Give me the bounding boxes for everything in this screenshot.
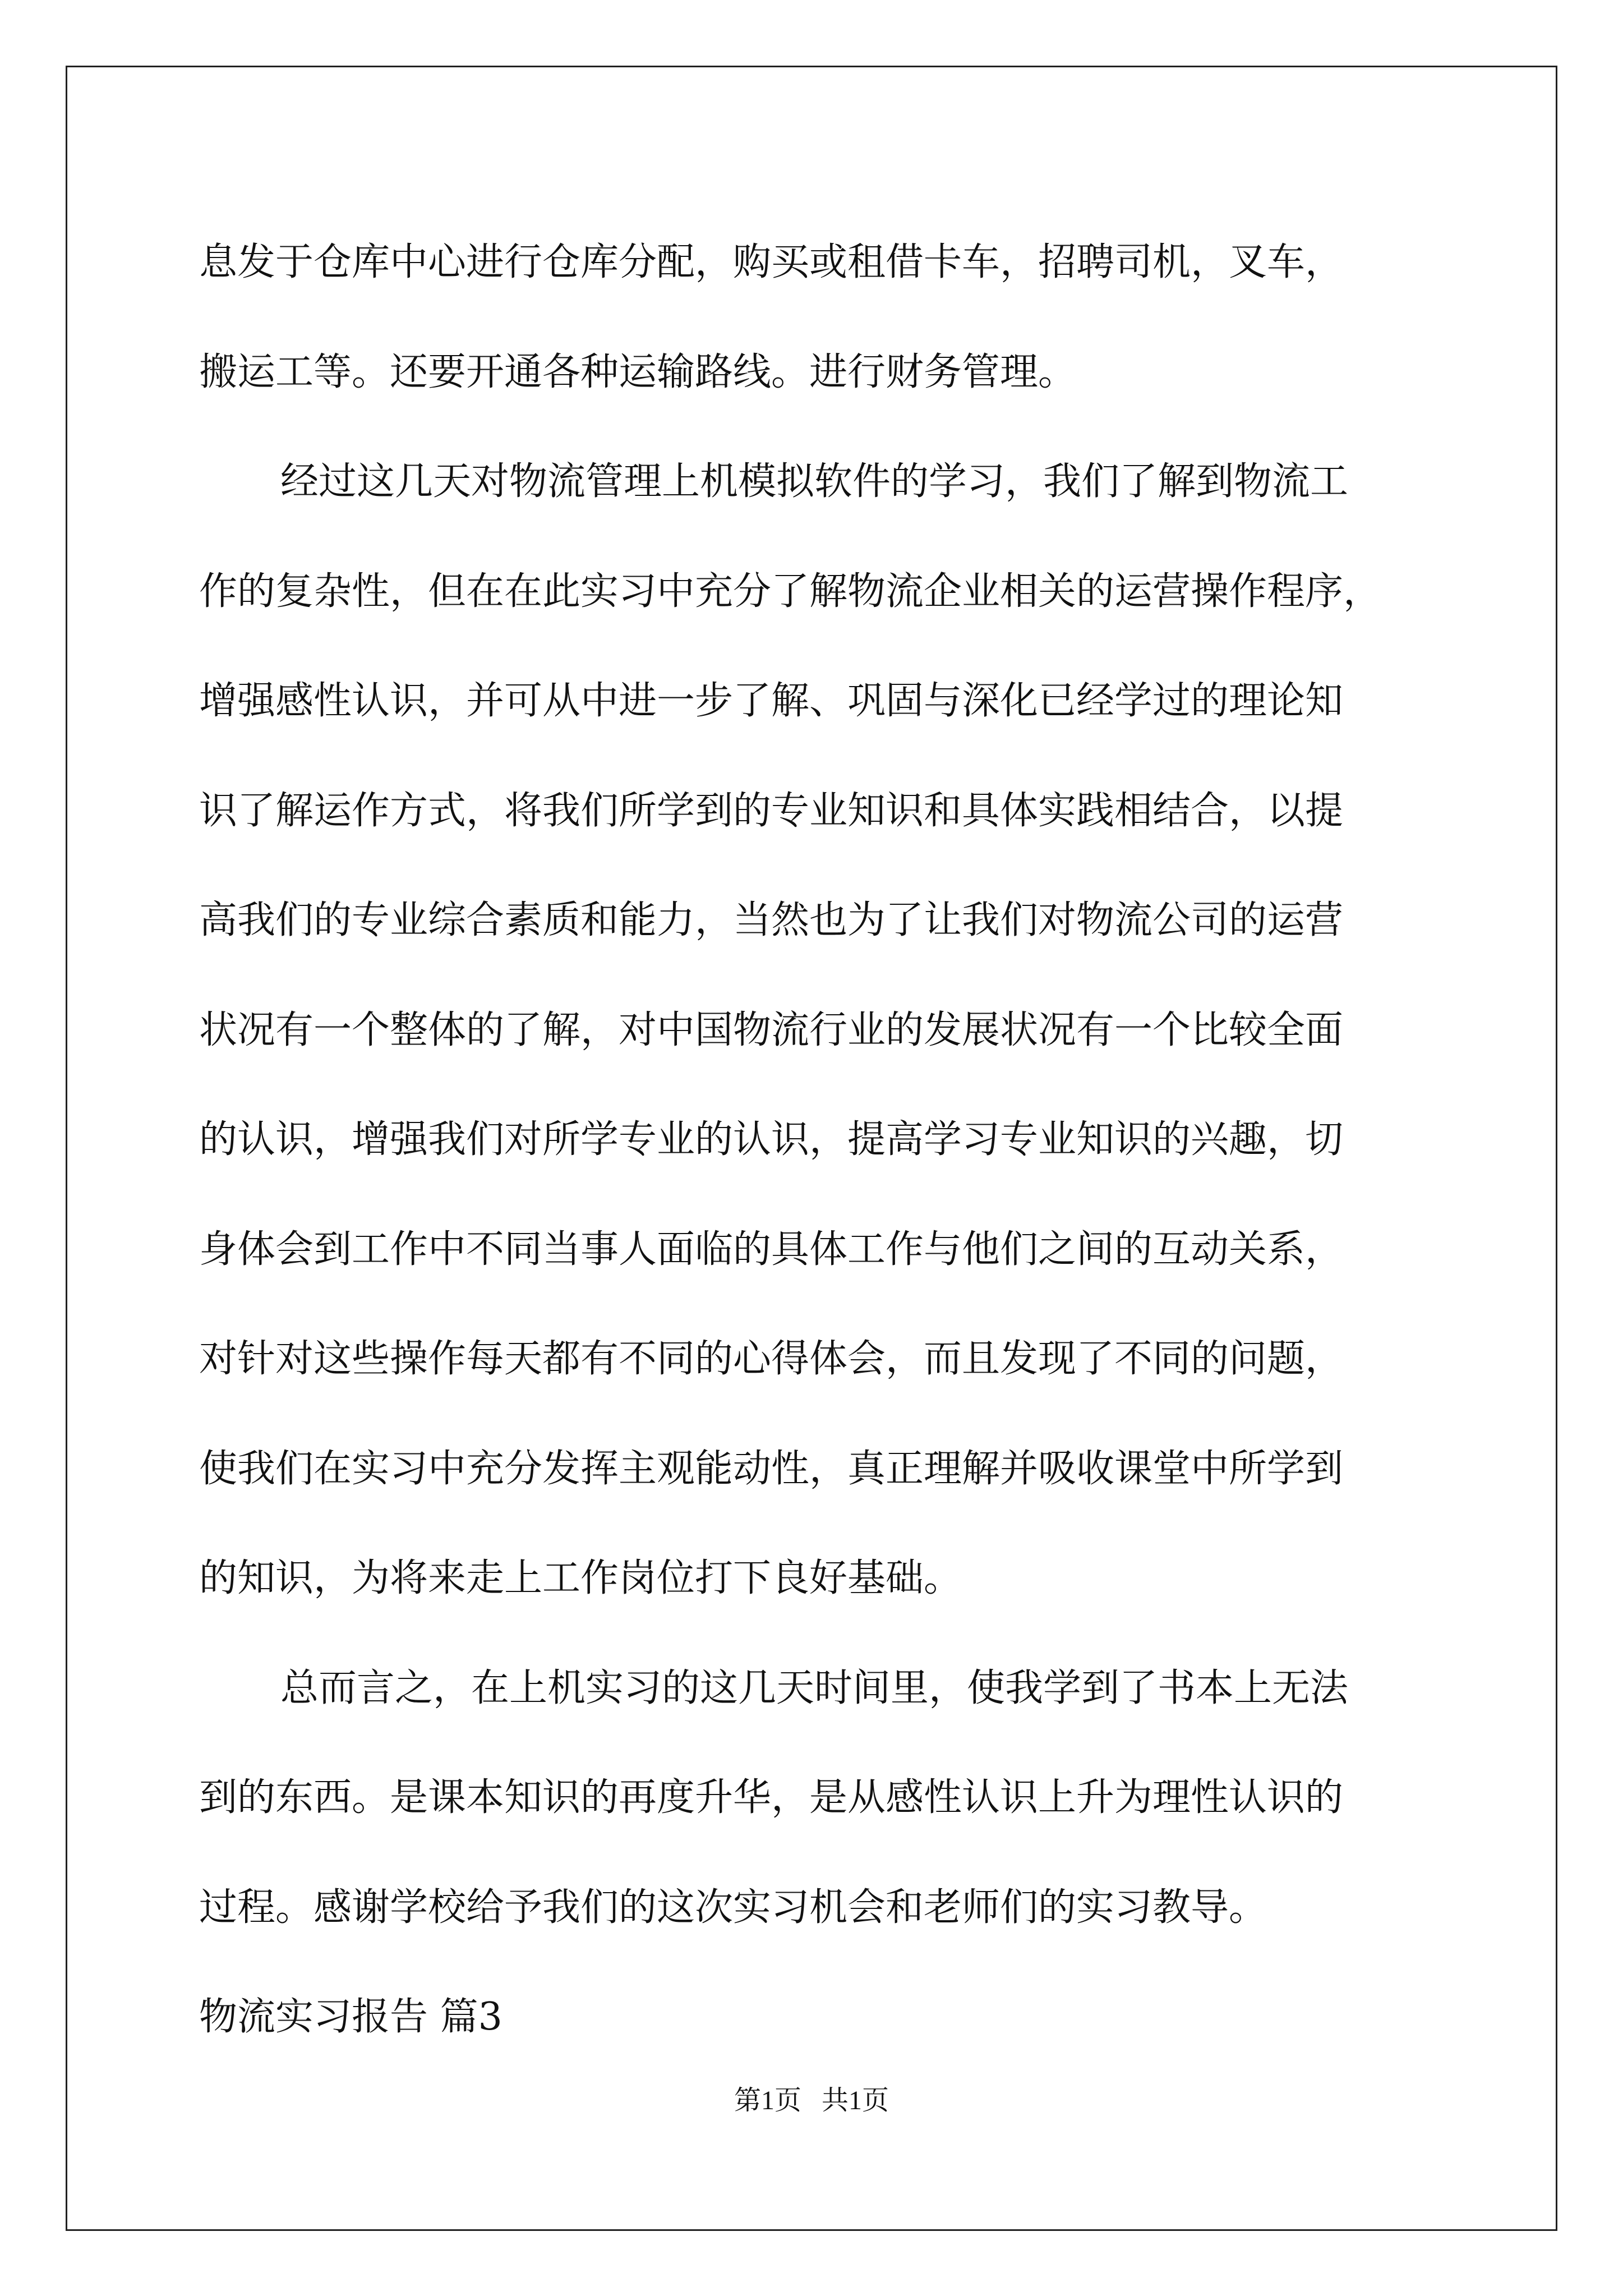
- paragraph-start-line: 总而言之，在上机实习的这几天时间里，使我学到了书本上无法: [280, 1665, 1349, 1710]
- text-line: 增强感性认识，并可从中进一步了解、巩固与深化已经学过的理论知: [199, 679, 1344, 723]
- text-line: 使我们在实习中充分发挥主观能动性，真正理解并吸收课堂中所学到: [199, 1446, 1344, 1491]
- text-line: 高我们的专业综合素质和能力，当然也为了让我们对物流公司的运营: [199, 898, 1344, 942]
- text-line: 状况有一个整体的了解，对中国物流行业的发展状况有一个比较全面: [199, 1007, 1344, 1052]
- text-line: 作的复杂性，但在在此实习中充分了解物流企业相关的运营操作程序，: [199, 569, 1382, 614]
- text-line: 的知识，为将来走上工作岗位打下良好基础。: [199, 1556, 962, 1600]
- text-line: 对针对这些操作每天都有不同的心得体会，而且发现了不同的问题，: [199, 1337, 1344, 1381]
- text-line: 息发于仓库中心进行仓库分配，购买或租借卡车，招聘司机，叉车，: [199, 240, 1344, 284]
- text-line: 身体会到工作中不同当事人面临的具体工作与他们之间的互动关系，: [199, 1227, 1344, 1272]
- text-line: 识了解运作方式，将我们所学到的专业知识和具体实践相结合，以提: [199, 788, 1344, 833]
- text-line: 的认识，增强我们对所学专业的认识，提高学习专业知识的兴趣，切: [199, 1117, 1344, 1162]
- text-line: 搬运工等。还要开通各种运输路线。进行财务管理。: [199, 349, 1077, 394]
- section-heading: 物流实习报告 篇3: [199, 1995, 502, 2039]
- document-body: [199, 208, 1433, 2072]
- paragraph-start-line: 经过这几天对物流管理上机模拟软件的学习，我们了解到物流工: [280, 459, 1349, 504]
- text-line: 到的东西。是课本知识的再度升华，是从感性认识上升为理性认识的: [199, 1775, 1344, 1820]
- page-number-footer: 第1页 共1页: [734, 2086, 889, 2115]
- text-line: 过程。感谢学校给予我们的这次实习机会和老师们的实习教导。: [199, 1885, 1267, 1930]
